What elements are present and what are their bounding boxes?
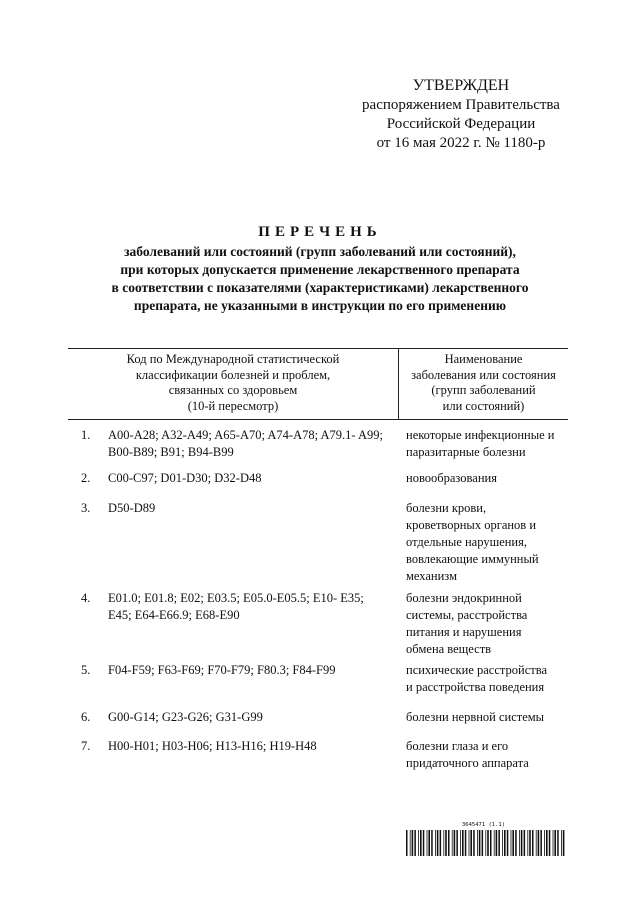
table-header (68, 348, 568, 420)
name-line: болезни глаза и его (406, 739, 509, 753)
subtitle-line: при которых допускается применение лекарственного препарата (120, 262, 520, 277)
code-line: E45; E64-E66.9; E68-E90 (108, 608, 240, 622)
name-line: механизм (406, 569, 457, 583)
name-line: вовлекающие иммунный (406, 552, 539, 566)
row-codes (108, 470, 398, 487)
row-codes (108, 590, 398, 624)
header-line: (групп заболеваний (431, 383, 536, 397)
name-line: психические расстройства (406, 663, 547, 677)
header-line: связанных со здоровьем (168, 383, 298, 397)
name-line: питания и нарушения (406, 625, 522, 639)
row-number: 1. (81, 428, 91, 442)
header-icd-code (68, 352, 398, 414)
header-line: классификации болезней и проблем, (135, 367, 331, 382)
row-codes (108, 662, 398, 679)
header-line: Наименование (444, 352, 523, 366)
approval-line: распоряжением Правительства (362, 97, 560, 113)
approval-line: Российской Федерации (386, 116, 536, 132)
row-name (406, 662, 576, 696)
header-line: (10-й пересмотр) (187, 398, 279, 413)
barcode-icon (406, 830, 566, 856)
code-line: H00-H01; H03-H06; H13-H16; H19-H48 (108, 739, 317, 753)
name-line: паразитарные болезни (406, 445, 526, 459)
row-number: 2. (81, 471, 91, 485)
name-line: некоторые инфекционные и (406, 428, 555, 442)
barcode-block (406, 822, 566, 858)
barcode-number: 3645471 (1.1) (462, 822, 506, 828)
row-number: 3. (81, 501, 91, 515)
row-codes (108, 738, 398, 755)
subtitle-line: в соответствии с показателями (характеристиками) лекарственного (111, 280, 529, 295)
code-line: D50-D89 (108, 501, 156, 515)
name-line: новообразования (406, 471, 497, 485)
document-subtitle (70, 243, 570, 315)
row-name (406, 590, 576, 658)
approval-stamp (330, 76, 592, 153)
code-line: C00-C97; D01-D30; D32-D48 (108, 471, 262, 485)
subtitle-line: препарата, не указанными в инструкции по его применению (133, 298, 507, 313)
code-line: A00-A28; A32-A49; A65-A70; A74-A78; A79.1- A99; (108, 428, 383, 442)
header-line: заболевания или состояния (411, 367, 556, 382)
row-name (406, 500, 576, 585)
row-codes (108, 709, 398, 726)
document-title: ПЕРЕЧЕНЬ (258, 224, 382, 240)
row-codes (108, 427, 398, 461)
name-line: отдельные нарушения, (406, 535, 527, 549)
name-line: болезни нервной системы (406, 710, 545, 724)
name-line: болезни эндокринной (406, 591, 522, 605)
approval-date-line: от 16 мая 2022 г. № 1180-р (376, 135, 546, 151)
code-line: G00-G14; G23-G26; G31-G99 (108, 710, 263, 724)
name-line: болезни крови, (406, 501, 487, 515)
name-line: и расстройства поведения (406, 680, 545, 694)
row-name (406, 470, 576, 487)
row-number: 4. (81, 591, 91, 605)
row-name (406, 709, 576, 726)
row-number: 5. (81, 663, 91, 677)
subtitle-line: заболеваний или состояний (групп заболеваний или состояний), (124, 244, 516, 259)
header-disease-name (399, 352, 568, 414)
row-number: 7. (81, 739, 91, 753)
row-codes (108, 500, 398, 517)
name-line: обмена веществ (406, 642, 492, 656)
row-name (406, 738, 576, 772)
header-line: или состояний) (442, 398, 525, 413)
row-number: 6. (81, 710, 91, 724)
code-line: B00-B89; B91; B94-B99 (108, 445, 234, 459)
code-line: E01.0; E01.8; E02; E03.5; E05.0-E05.5; E10- E35; (108, 591, 364, 605)
row-name (406, 427, 576, 461)
code-line: F04-F59; F63-F69; F70-F79; F80.3; F84-F99 (108, 663, 336, 677)
name-line: придаточного аппарата (406, 756, 529, 770)
approval-heading: УТВЕРЖДЕН (412, 77, 510, 94)
header-line: Код по Международной статистической (126, 352, 340, 366)
name-line: системы, расстройства (406, 608, 528, 622)
name-line: кроветворных органов и (406, 518, 537, 532)
